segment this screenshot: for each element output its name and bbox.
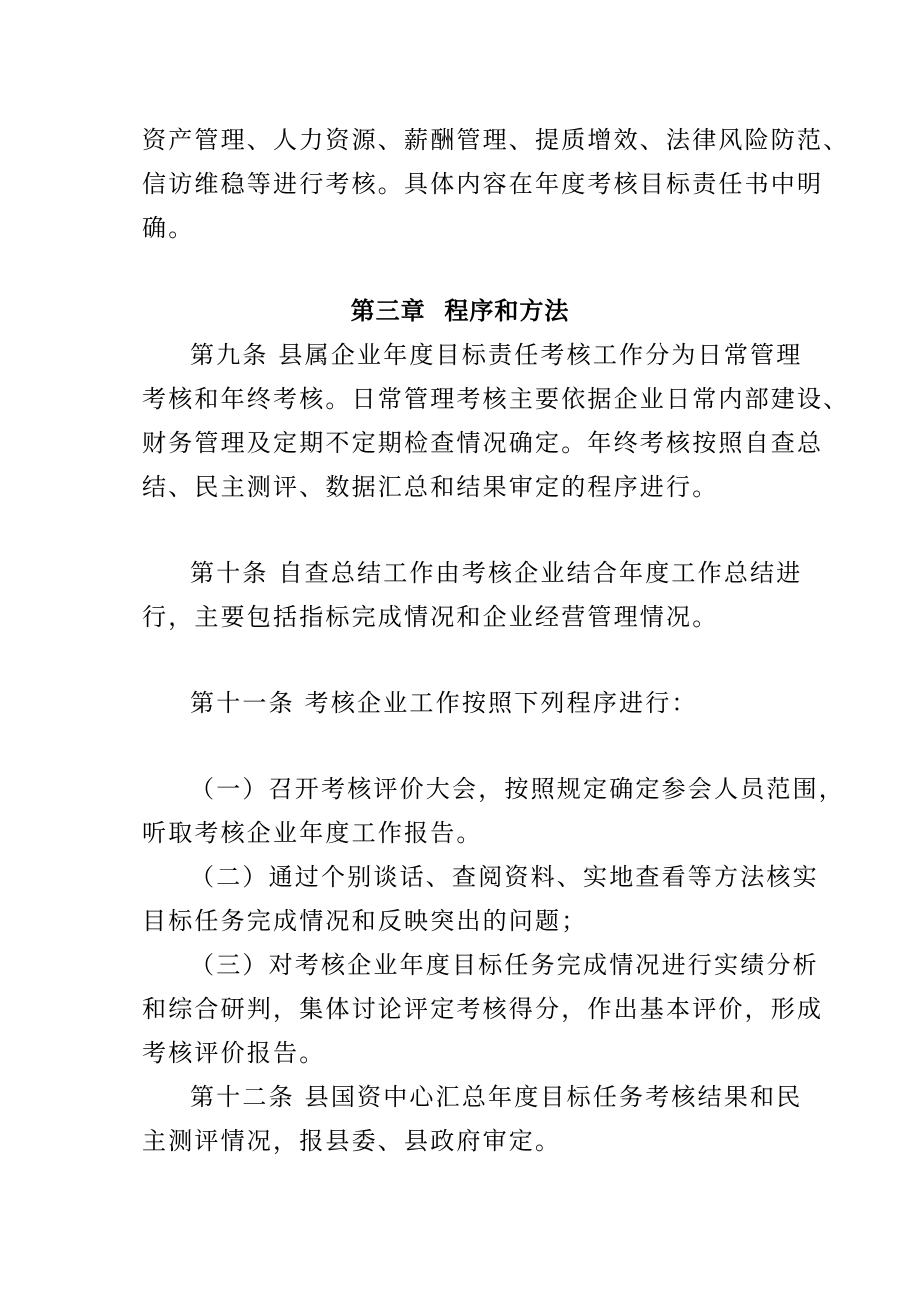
para-intro-line-3: 确。	[142, 214, 195, 242]
article-9-line-4: 结、民主测评、数据汇总和结果审定的程序进行。	[142, 473, 719, 501]
item-3-line-3: 考核评价报告。	[142, 1039, 326, 1067]
article-12-line-2: 主测评情况，报县委、县政府审定。	[142, 1127, 562, 1155]
item-3-line-2: 和综合研判，集体讨论评定考核得分，作出基本评价，形成	[142, 995, 824, 1023]
para-intro-line-1: 资产管理、人力资源、薪酬管理、提质增效、法律风险防范、	[142, 126, 850, 154]
item-3-line-1: （三）对考核企业年度目标任务完成情况进行实绩分析	[190, 951, 819, 979]
item-1-line-1: （一）召开考核评价大会，按照规定确定参会人员范围，	[190, 775, 845, 803]
article-9-line-1: 第九条 县属企业年度目标责任考核工作分为日常管理	[190, 341, 803, 369]
item-1-line-2: 听取考核企业年度工作报告。	[142, 819, 483, 847]
article-9-line-3: 财务管理及定期不定期检查情况确定。年终考核按照自查总	[142, 429, 824, 457]
article-10-line-2: 行，主要包括指标完成情况和企业经营管理情况。	[142, 603, 719, 631]
item-2-line-2: 目标任务完成情况和反映突出的问题；	[142, 907, 588, 935]
article-12-line-1: 第十二条 县国资中心汇总年度目标任务考核结果和民	[190, 1083, 803, 1111]
article-11-line-1: 第十一条 考核企业工作按照下列程序进行：	[190, 689, 698, 717]
item-2-line-1: （二）通过个别谈话、查阅资料、实地查看等方法核实	[190, 863, 819, 891]
para-intro-line-2: 信访维稳等进行考核。具体内容在年度考核目标责任书中明	[142, 170, 824, 198]
chapter-title: 第三章 程序和方法	[350, 297, 570, 325]
article-9-line-2: 考核和年终考核。日常管理考核主要依据企业日常内部建设、	[142, 385, 850, 413]
article-10-line-1: 第十条 自查总结工作由考核企业结合年度工作总结进	[190, 559, 803, 587]
